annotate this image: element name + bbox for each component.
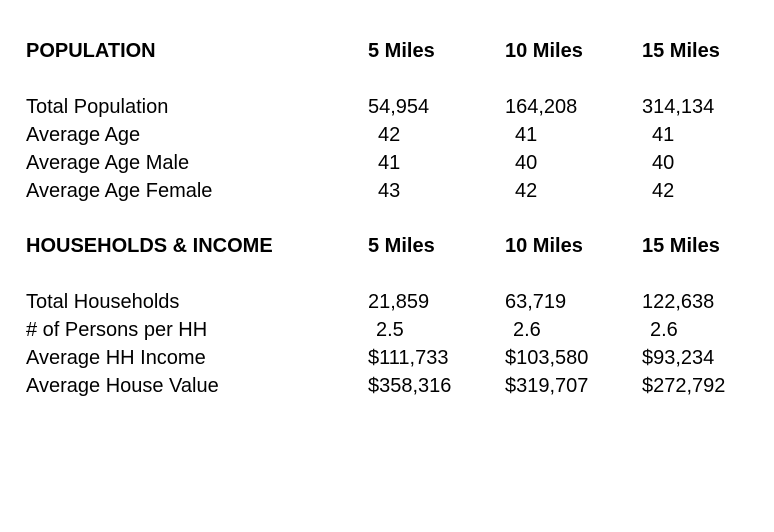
row-label: Average House Value — [26, 375, 219, 397]
value-5-miles: 43 — [378, 180, 401, 202]
table-row-average-age-male — [26, 149, 756, 177]
households-section — [26, 232, 756, 400]
value-15-miles: 42 — [652, 180, 675, 202]
value-5-miles: $358,316 — [368, 375, 452, 397]
column-header-5-miles: 5 Miles — [368, 235, 435, 257]
table-row-total-population — [26, 93, 756, 121]
table-row-average-house-value — [26, 372, 756, 400]
value-10-miles: 2.6 — [513, 319, 541, 341]
row-label: Average Age — [26, 124, 141, 146]
column-header-15-miles: 15 Miles — [642, 40, 720, 62]
table-row-total-households — [26, 288, 756, 316]
value-15-miles: 314,134 — [642, 96, 715, 118]
value-5-miles: 2.5 — [376, 319, 404, 341]
population-section — [26, 37, 756, 205]
table-row-average-hh-income — [26, 344, 756, 372]
column-header-10-miles: 10 Miles — [505, 235, 583, 257]
section-title-households: HOUSEHOLDS & INCOME — [26, 235, 273, 257]
value-5-miles: $111,733 — [368, 347, 449, 369]
table-row-average-age — [26, 121, 756, 149]
row-label: Total Population — [26, 96, 169, 118]
section-title-population: POPULATION — [26, 40, 156, 62]
column-header-10-miles: 10 Miles — [505, 40, 583, 62]
households-header-row — [26, 232, 756, 260]
table-row-average-age-female — [26, 177, 756, 205]
value-5-miles: 42 — [378, 124, 401, 146]
row-label: Average HH Income — [26, 347, 206, 369]
value-10-miles: 40 — [515, 152, 538, 174]
spacer — [26, 65, 756, 93]
spacer — [26, 260, 756, 288]
row-label: Total Households — [26, 291, 180, 313]
value-10-miles: $319,707 — [505, 375, 589, 397]
value-5-miles: 54,954 — [368, 96, 430, 118]
value-15-miles: 122,638 — [642, 291, 715, 313]
value-10-miles: 42 — [515, 180, 538, 202]
population-header-row — [26, 37, 756, 65]
value-15-miles: 40 — [652, 152, 675, 174]
row-label: Average Age Female — [26, 180, 213, 202]
value-10-miles: $103,580 — [505, 347, 589, 369]
row-label: # of Persons per HH — [26, 319, 208, 341]
value-10-miles: 41 — [515, 124, 538, 146]
value-15-miles: $272,792 — [642, 375, 726, 397]
value-15-miles: 41 — [652, 124, 675, 146]
value-10-miles: 164,208 — [505, 96, 578, 118]
value-15-miles: $93,234 — [642, 347, 715, 369]
row-label: Average Age Male — [26, 152, 190, 174]
column-header-15-miles: 15 Miles — [642, 235, 720, 257]
value-5-miles: 21,859 — [368, 291, 430, 313]
value-15-miles: 2.6 — [650, 319, 678, 341]
value-5-miles: 41 — [378, 152, 401, 174]
column-header-5-miles: 5 Miles — [368, 40, 435, 62]
value-10-miles: 63,719 — [505, 291, 567, 313]
table-row-persons-per-hh — [26, 316, 756, 344]
